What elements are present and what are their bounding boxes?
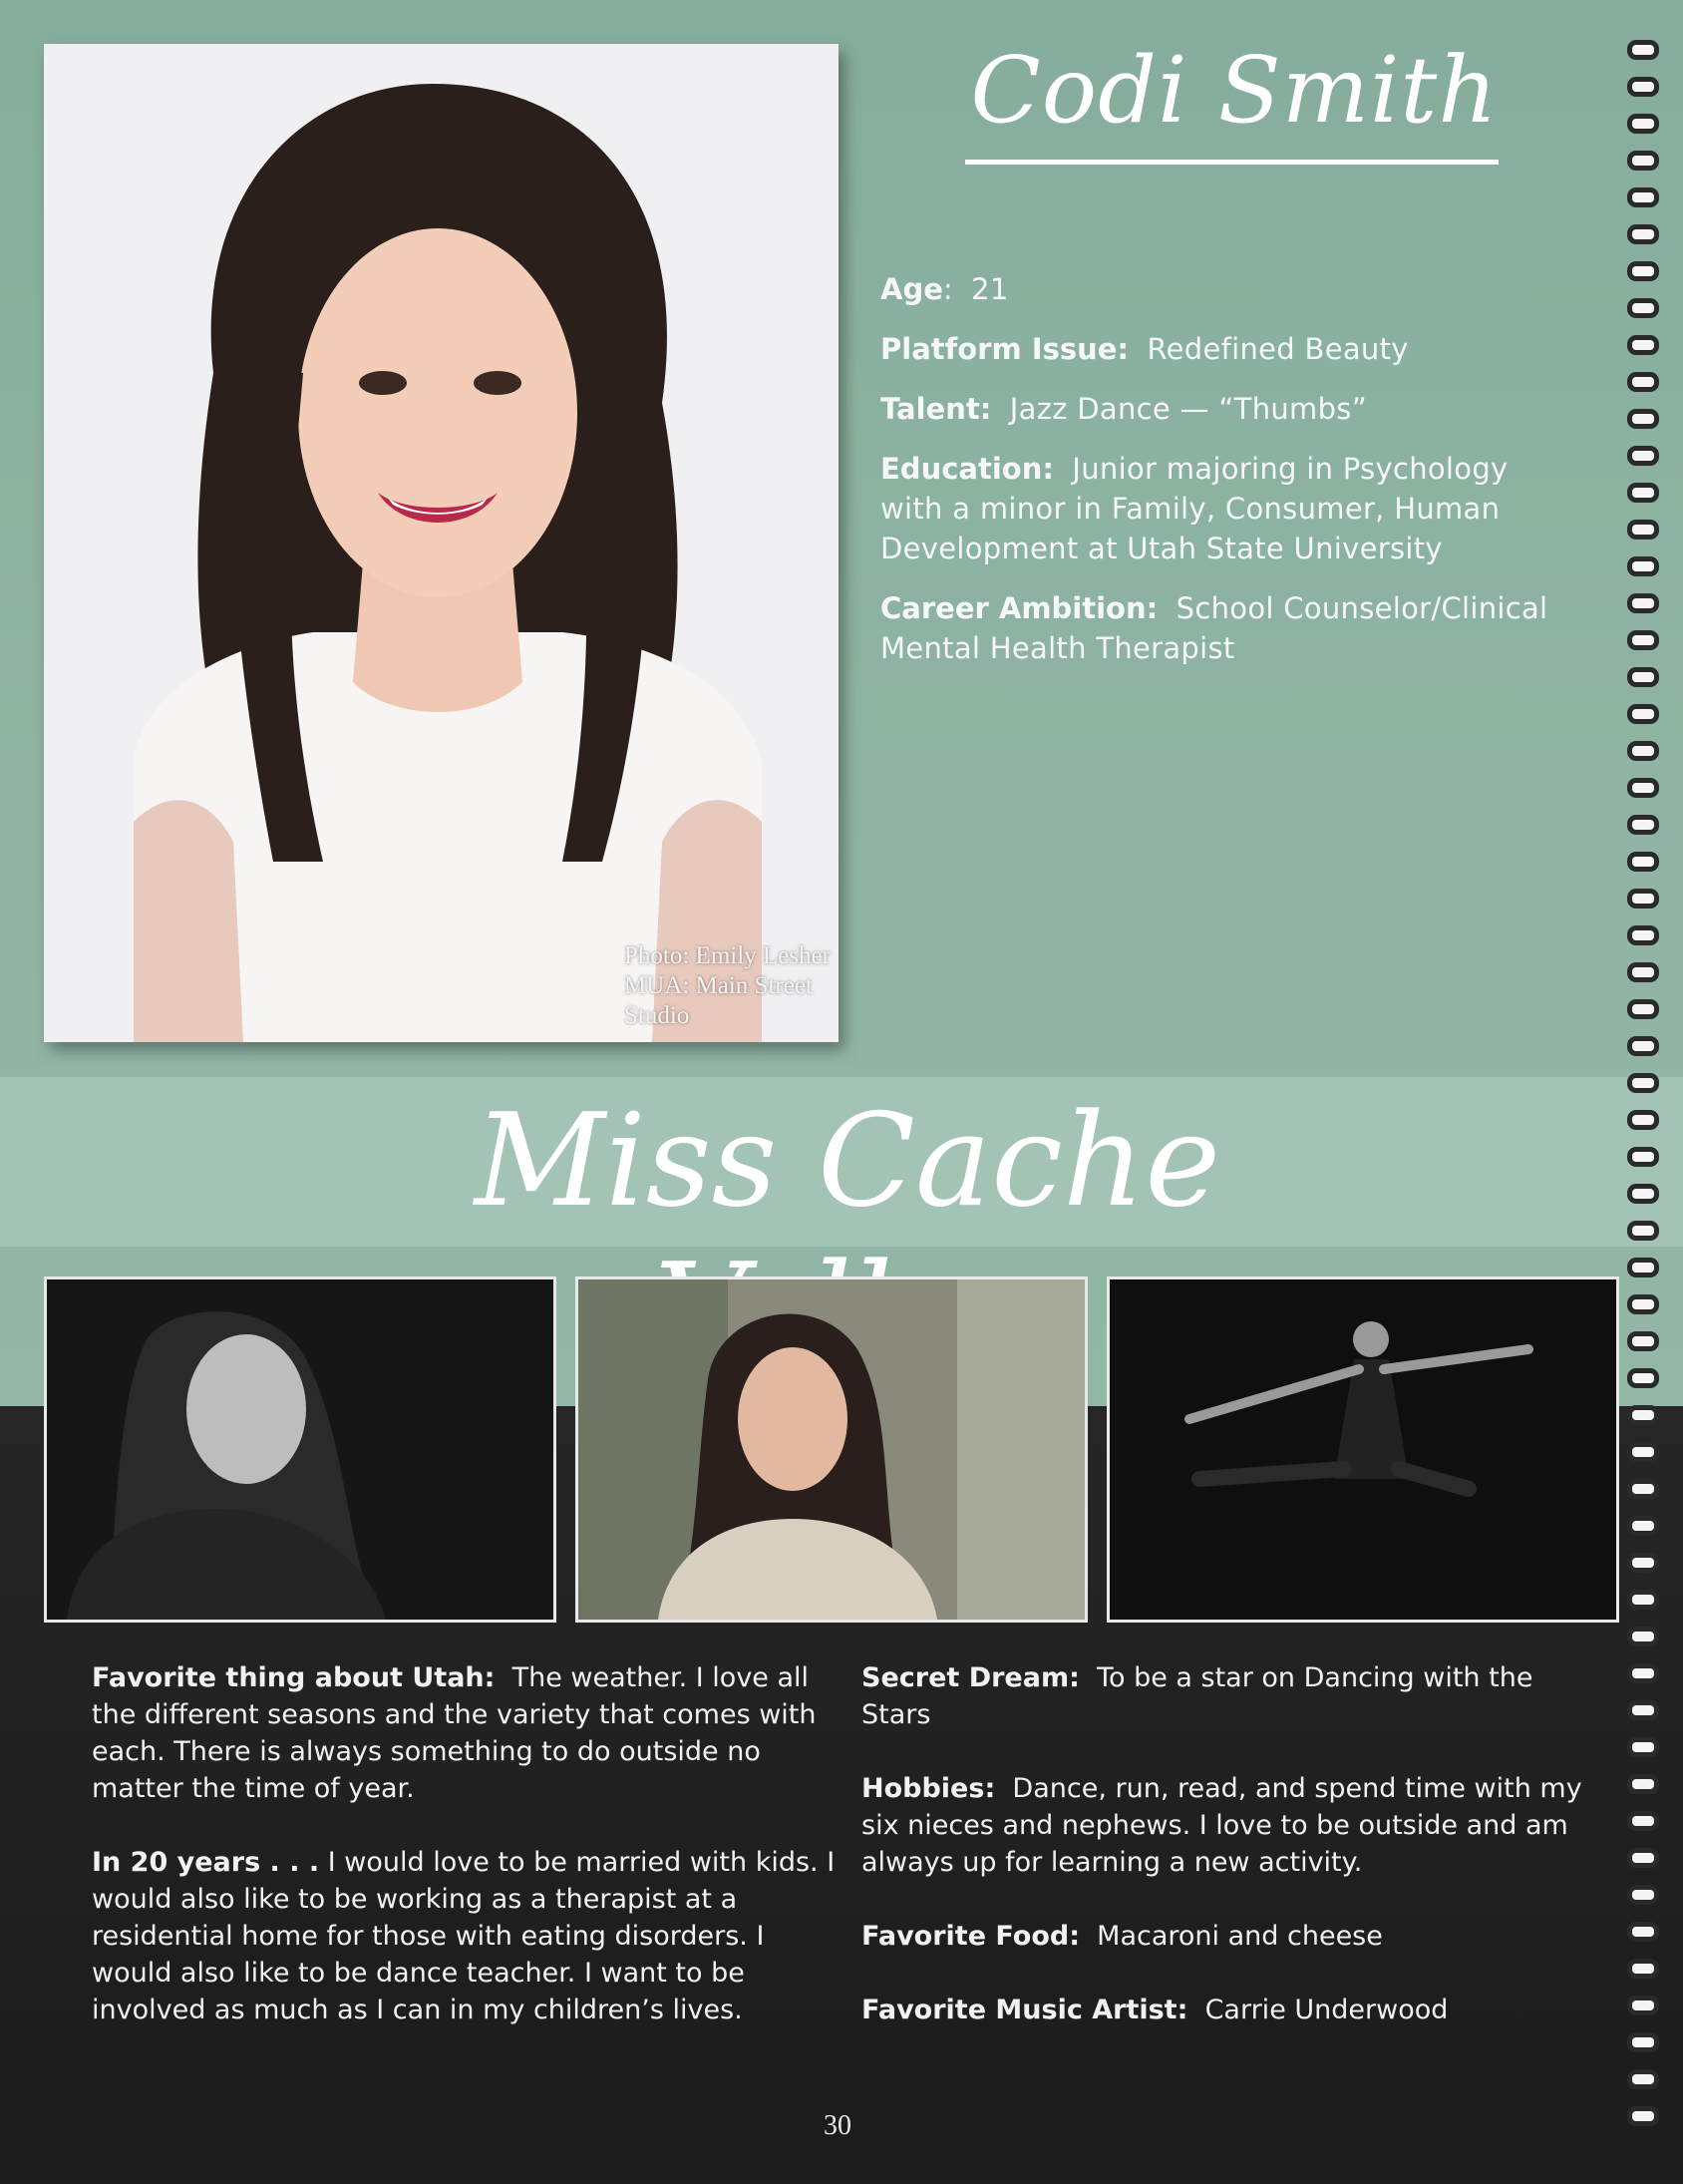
secret-dream-value: To be a star on Dancing with the Stars (861, 1662, 1533, 1730)
fact-separator: : (942, 272, 953, 306)
spiral-ring (1627, 1110, 1659, 1130)
photo-credit-makeup: MUA: Main Street Studio (624, 972, 813, 1029)
spiral-ring (1627, 925, 1659, 945)
spiral-ring (1627, 704, 1659, 724)
spiral-ring (1627, 1663, 1659, 1683)
spiral-ring (1627, 114, 1659, 134)
photo-outdoor-illustration (578, 1279, 1085, 1620)
spiral-ring (1627, 335, 1659, 355)
portrait-illustration (44, 44, 839, 1042)
fact-value: Jazz Dance — “Thumbs” (1009, 392, 1368, 426)
spiral-ring (1627, 261, 1659, 281)
spiral-ring (1627, 1405, 1659, 1425)
spiral-ring (1627, 741, 1659, 761)
spiral-ring (1627, 187, 1659, 207)
spiral-ring (1627, 2106, 1659, 2126)
spiral-ring (1627, 1516, 1659, 1536)
spiral-ring (1627, 2069, 1659, 2089)
spiral-ring (1627, 1479, 1659, 1499)
main-portrait-photo (44, 44, 839, 1042)
spiral-ring (1627, 1774, 1659, 1794)
photo-laughing-illustration (47, 1279, 553, 1620)
spiral-ring (1627, 1073, 1659, 1093)
fact-platform-issue (880, 329, 1578, 369)
name-underline (965, 160, 1499, 165)
spiral-ring (1627, 778, 1659, 798)
spiral-ring (1627, 852, 1659, 872)
spiral-ring (1627, 1700, 1659, 1720)
photo-dance-illustration (1110, 1279, 1616, 1620)
hobbies-label: Hobbies: (861, 1773, 996, 1804)
fact-age (880, 269, 1578, 309)
right-text-column (861, 1659, 1609, 2028)
fact-label: Age (880, 272, 943, 306)
spiral-ring (1627, 2032, 1659, 2052)
favorite-food-label: Favorite Food: (861, 1921, 1080, 1952)
photo-dance (1107, 1276, 1619, 1623)
fact-label: Platform Issue: (880, 332, 1130, 366)
photo-outdoor (575, 1276, 1088, 1623)
spiral-ring (1627, 815, 1659, 835)
fact-career-ambition (880, 588, 1578, 668)
spiral-ring (1627, 1036, 1659, 1056)
favorite-thing-utah-label: Favorite thing about Utah: (92, 1662, 496, 1693)
fact-label: Talent: (880, 392, 992, 426)
page-number: 30 (824, 2110, 851, 2141)
spiral-ring (1627, 1737, 1659, 1757)
spiral-ring (1627, 1258, 1659, 1277)
spiral-ring (1627, 409, 1659, 429)
secret-dream (861, 1659, 1609, 1733)
spiral-ring (1627, 1811, 1659, 1831)
hobbies-value: Dance, run, read, and spend time with my six nieces and nephews. I love to be outside and am always up for learning a new activity. (861, 1773, 1582, 1878)
fact-value: School Counselor/Clinical Mental Health Therapist (880, 591, 1548, 665)
spiral-ring (1627, 1184, 1659, 1204)
favorite-music-artist (861, 1992, 1609, 2028)
in-20-years-label: In 20 years . . . (92, 1847, 320, 1878)
spiral-ring (1627, 889, 1659, 909)
fact-value: Redefined Beauty (1147, 332, 1409, 366)
spiral-ring (1627, 520, 1659, 540)
spiral-ring (1627, 298, 1659, 318)
spiral-ring (1627, 1848, 1659, 1868)
spiral-ring (1627, 1553, 1659, 1573)
spiral-ring (1627, 483, 1659, 503)
photo-credit (624, 941, 839, 1031)
spiral-ring (1627, 630, 1659, 650)
favorite-food (861, 1918, 1609, 1955)
fact-label: Education: (880, 452, 1054, 486)
spiral-ring (1627, 1885, 1659, 1905)
fact-value: Junior majoring in Psychology with a minor in Family, Consumer, Human Development at Utah State University (880, 452, 1509, 565)
spiral-ring (1627, 1627, 1659, 1646)
spiral-ring (1627, 372, 1659, 392)
secret-dream-label: Secret Dream: (861, 1662, 1080, 1693)
spiral-ring (1627, 556, 1659, 576)
spiral-ring (1627, 593, 1659, 613)
spiral-ring (1627, 1442, 1659, 1462)
spiral-ring (1627, 962, 1659, 982)
in-20-years (92, 1844, 840, 2028)
spiral-ring (1627, 446, 1659, 466)
spiral-ring (1627, 1959, 1659, 1979)
hobbies (861, 1770, 1609, 1881)
spiral-binding (1627, 40, 1667, 2143)
in-20-years-value: I would love to be married with kids. I would also like to be working as a therapist at a residential home for those with eating disorders. I would also like to be dance teacher. I want to be involved as much as I can in my children’s lives. (92, 1847, 836, 2025)
spiral-ring (1627, 40, 1659, 60)
spiral-ring (1627, 151, 1659, 171)
photo-laughing (44, 1276, 556, 1623)
left-text-column (92, 1659, 840, 2028)
favorite-food-value: Macaroni and cheese (1097, 1921, 1383, 1952)
favorite-thing-utah (92, 1659, 840, 1807)
spiral-ring (1627, 1331, 1659, 1351)
spiral-ring (1627, 667, 1659, 687)
spiral-ring (1627, 1147, 1659, 1167)
photo-credit-photographer: Photo: Emily Lesher (624, 942, 831, 969)
facts-list (880, 269, 1578, 688)
spiral-ring (1627, 1590, 1659, 1610)
spiral-ring (1627, 1368, 1659, 1388)
spiral-ring (1627, 77, 1659, 97)
favorite-music-artist-label: Favorite Music Artist: (861, 1995, 1188, 2025)
fact-value: 21 (971, 272, 1009, 306)
favorite-music-artist-value: Carrie Underwood (1204, 1995, 1449, 2025)
fact-education (880, 449, 1578, 568)
favorite-thing-utah-value: The weather. I love all the different seasons and the variety that comes with each. There is always something to do outside no matter the time of year. (92, 1662, 817, 1804)
spiral-ring (1627, 224, 1659, 244)
fact-talent (880, 389, 1578, 429)
spiral-ring (1627, 999, 1659, 1019)
spiral-ring (1627, 1294, 1659, 1314)
spiral-ring (1627, 1996, 1659, 2015)
spiral-ring (1627, 1221, 1659, 1241)
pageant-title: Miss Cache (474, 1087, 1221, 1236)
fact-label: Career Ambition: (880, 591, 1159, 625)
spiral-ring (1627, 1922, 1659, 1942)
contestant-name: Codi Smith (970, 37, 1499, 144)
